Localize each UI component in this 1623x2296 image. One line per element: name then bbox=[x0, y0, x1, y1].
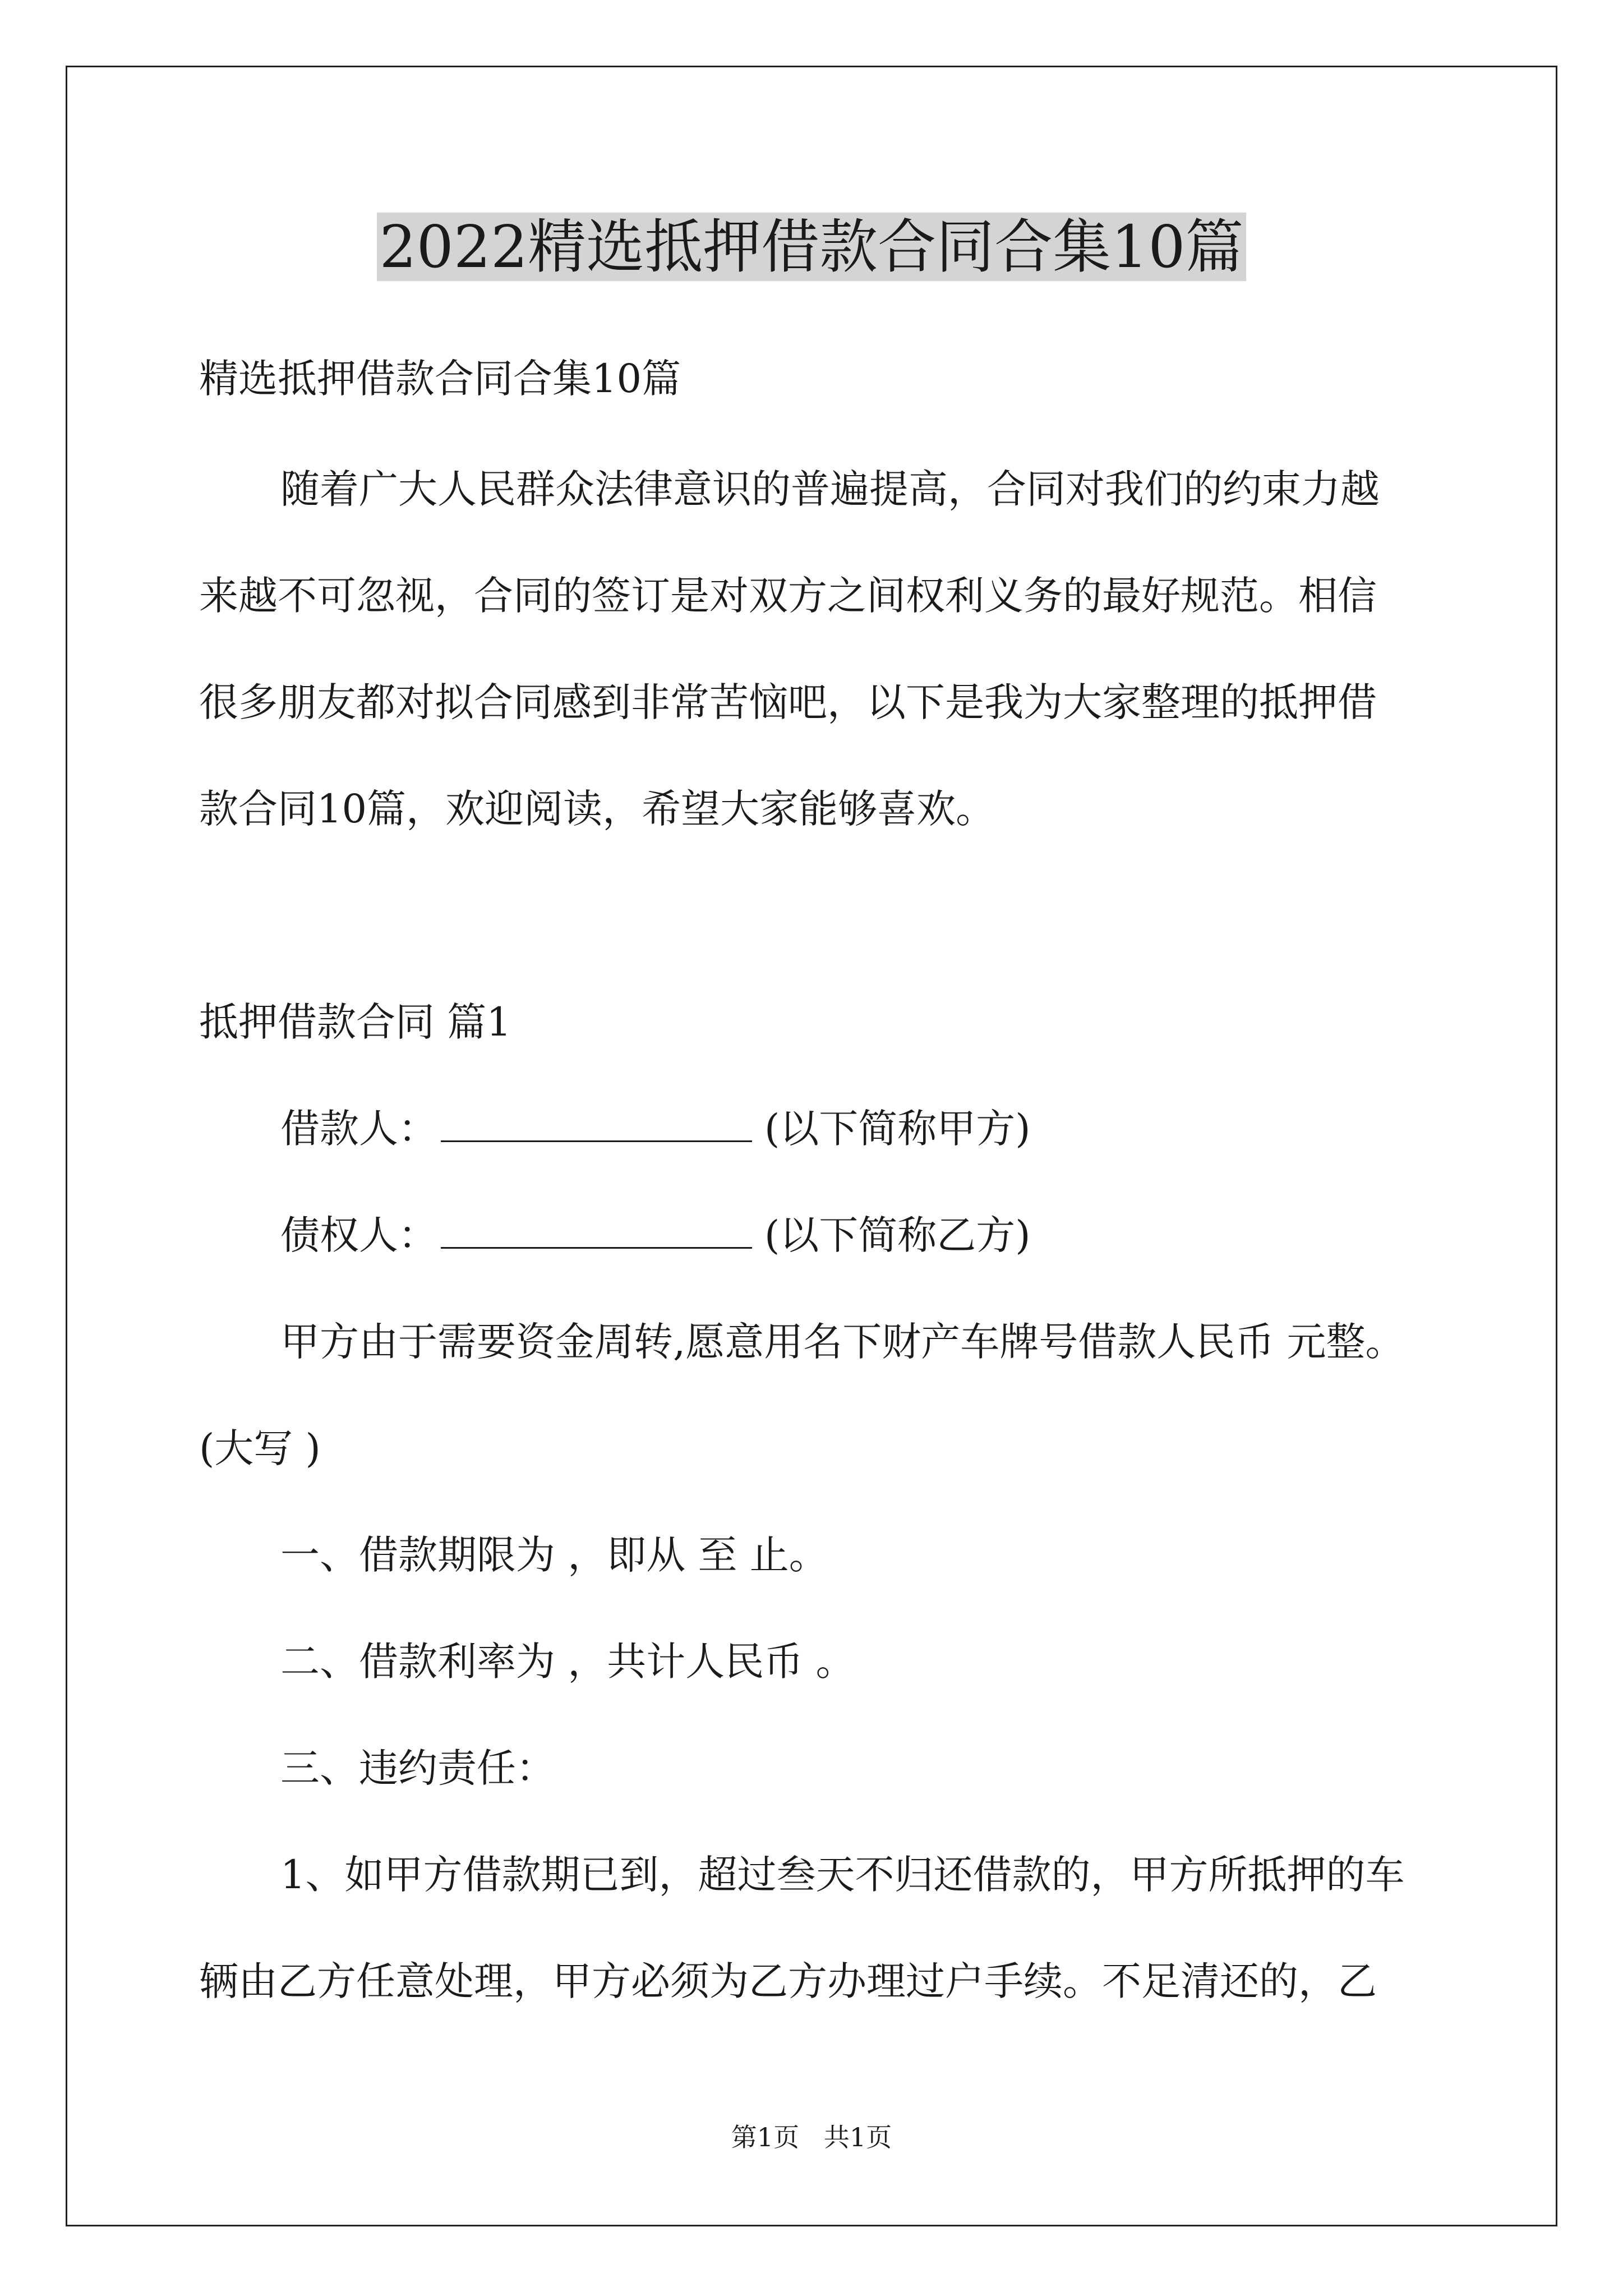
creditor-line bbox=[280, 1207, 1031, 1263]
body-line-3: 一、借款期限为 ，即从 至 止。 bbox=[280, 1532, 828, 1578]
borrower-note: (以下简称甲方) bbox=[764, 1106, 1031, 1152]
document-title-text: 2022精选抵押借款合同合集10篇 bbox=[377, 213, 1246, 281]
section-heading: 抵押借款合同 篇1 bbox=[199, 999, 511, 1045]
body-line-5: 三、违约责任： bbox=[280, 1745, 555, 1791]
body-line-7: 辆由乙方任意处理，甲方必须为乙方办理过户手续。不足清还的，乙 bbox=[199, 1958, 1377, 2004]
intro-line-3: 很多朋友都对拟合同感到非常苦恼吧，以下是我为大家整理的抵押借 bbox=[199, 679, 1377, 725]
borrower-line bbox=[280, 1101, 1031, 1157]
body-line-1: 甲方由于需要资金周转,愿意用名下财产车牌号借款人民币 元整。 bbox=[280, 1319, 1405, 1365]
body-line-6: 1、如甲方借款期已到，超过叁天不归还借款的，甲方所抵押的车 bbox=[280, 1852, 1405, 1898]
intro-line-2: 来越不可忽视，合同的签订是对双方之间权利义务的最好规范。相信 bbox=[199, 573, 1377, 619]
intro-line-1: 随着广大人民群众法律意识的普遍提高，合同对我们的约束力越 bbox=[280, 466, 1380, 512]
body-line-4: 二、借款利率为 ，共计人民币 。 bbox=[280, 1639, 855, 1685]
intro-line-4: 款合同10篇，欢迎阅读，希望大家能够喜欢。 bbox=[199, 786, 995, 832]
borrower-blank bbox=[441, 1106, 752, 1142]
creditor-note: (以下简称乙方) bbox=[764, 1212, 1031, 1258]
page-footer: 第1页 共1页 bbox=[731, 2122, 892, 2152]
borrower-label: 借款人： bbox=[280, 1106, 437, 1152]
creditor-blank bbox=[441, 1212, 752, 1249]
document-subtitle: 精选抵押借款合同合集10篇 bbox=[199, 356, 681, 402]
creditor-label: 债权人： bbox=[280, 1212, 437, 1258]
body-line-2: (大写 ) bbox=[199, 1425, 321, 1471]
document-title bbox=[0, 208, 1623, 286]
